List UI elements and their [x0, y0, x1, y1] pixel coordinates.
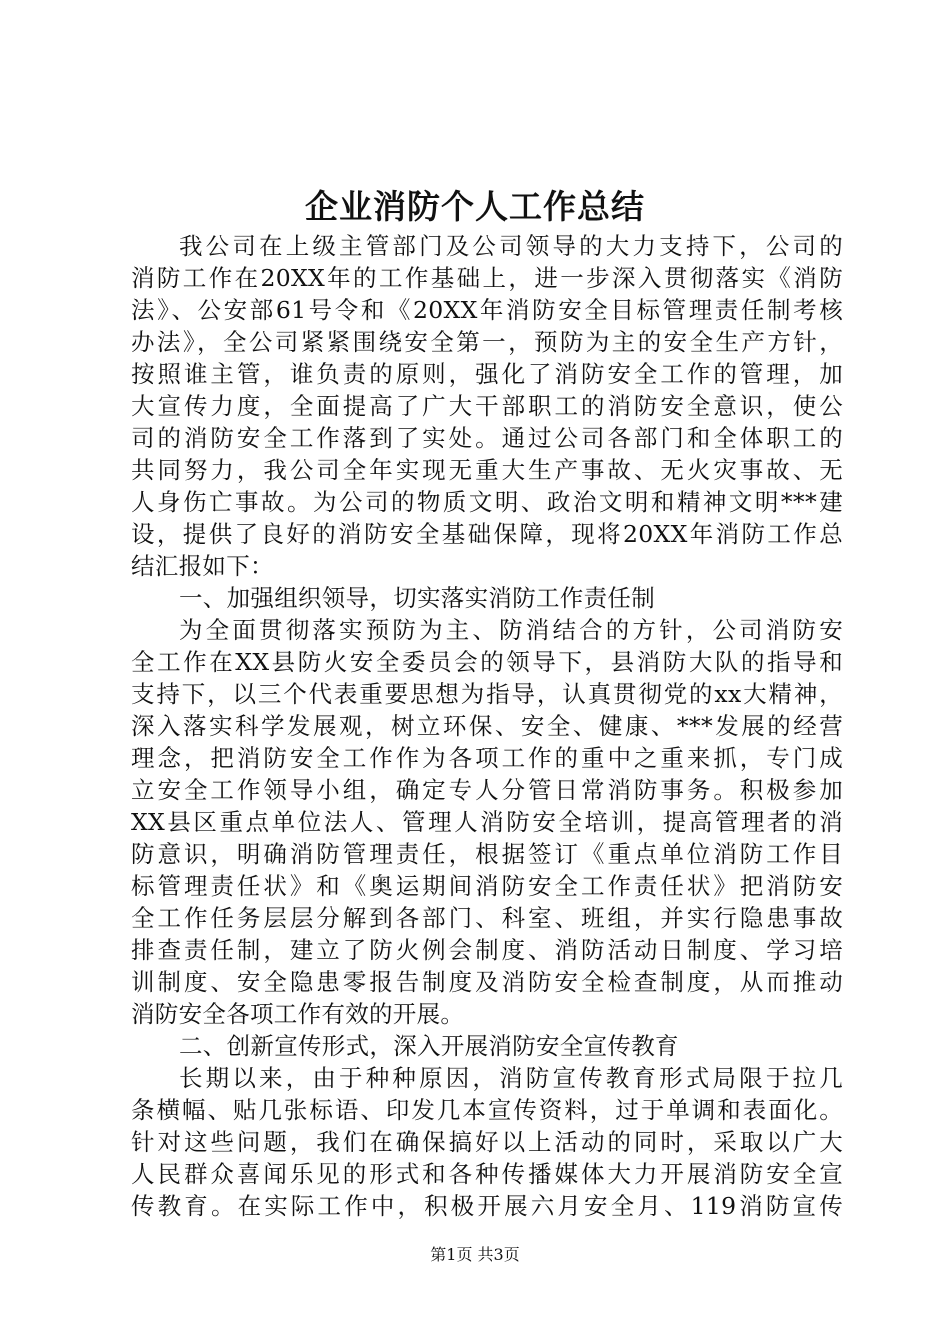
- text-line: 防意识，明确消防管理责任，根据签订《重点单位消防工作目: [131, 840, 843, 868]
- text-line: 排查责任制，建立了防火例会制度、消防活动日制度、学习培: [131, 936, 843, 964]
- text-line: 设，提供了良好的消防安全基础保障，现将20XX年消防工作总: [131, 520, 843, 548]
- text-line: 全工作任务层层分解到各部门、科室、班组，并实行隐患事故: [131, 904, 843, 932]
- text-line: 法》、公安部61号令和《20XX年消防安全目标管理责任制考核: [131, 296, 843, 324]
- text-line: 条横幅、贴几张标语、印发几本宣传资料，过于单调和表面化。: [131, 1096, 843, 1124]
- text-line: 深入落实科学发展观，树立环保、安全、健康、***发展的经营: [131, 712, 843, 740]
- text-line: 结汇报如下：: [131, 552, 274, 580]
- text-line: 共同努力，我公司全年实现无重大生产事故、无火灾事故、无: [131, 456, 843, 484]
- text-line: 大宣传力度，全面提高了广大干部职工的消防安全意识，使公: [131, 392, 843, 420]
- text-line: 办法》，全公司紧紧围绕安全第一，预防为主的安全生产方针，: [131, 328, 843, 356]
- text-line: 标管理责任状》和《奥运期间消防安全工作责任状》把消防安: [131, 872, 843, 900]
- text-line: 二、创新宣传形式，深入开展消防安全宣传教育: [179, 1032, 679, 1060]
- document-body: [131, 230, 843, 1222]
- text-line: 立安全工作领导小组，确定专人分管日常消防事务。积极参加: [131, 776, 843, 804]
- text-line: 按照谁主管，谁负责的原则，强化了消防安全工作的管理，加: [131, 360, 843, 388]
- page-footer: 第1页 共3页: [430, 1245, 520, 1264]
- text-line: 长期以来，由于种种原因，消防宣传教育形式局限于拉几: [179, 1064, 843, 1092]
- text-line: 人身伤亡事故。为公司的物质文明、政治文明和精神文明***建: [131, 488, 843, 516]
- text-line: 人民群众喜闻乐见的形式和各种传播媒体大力开展消防安全宣: [131, 1160, 843, 1188]
- text-line: 一、加强组织领导，切实落实消防工作责任制: [179, 584, 655, 612]
- text-line: 司的消防安全工作落到了实处。通过公司各部门和全体职工的: [131, 424, 843, 452]
- text-line: 传教育。在实际工作中，积极开展六月安全月、119消防宣传: [131, 1192, 843, 1220]
- text-line: 理念，把消防安全工作作为各项工作的重中之重来抓，专门成: [131, 744, 843, 772]
- text-line: XX县区重点单位法人、管理人消防安全培训，提高管理者的消: [131, 808, 843, 836]
- document-title: 企业消防个人工作总结: [305, 187, 645, 226]
- text-line: 消防安全各项工作有效的开展。: [131, 1000, 465, 1028]
- text-line: 我公司在上级主管部门及公司领导的大力支持下，公司的: [179, 232, 843, 260]
- text-line: 全工作在XX县防火安全委员会的领导下，县消防大队的指导和: [131, 648, 843, 676]
- text-line: 为全面贯彻落实预防为主、防消结合的方针，公司消防安: [179, 616, 843, 644]
- text-line: 消防工作在20XX年的工作基础上，进一步深入贯彻落实《消防: [131, 264, 843, 292]
- text-line: 针对这些问题，我们在确保搞好以上活动的同时，采取以广大: [131, 1128, 843, 1156]
- text-line: 支持下，以三个代表重要思想为指导，认真贯彻党的xx大精神，: [131, 680, 843, 708]
- text-line: 训制度、安全隐患零报告制度及消防安全检查制度，从而推动: [131, 968, 843, 996]
